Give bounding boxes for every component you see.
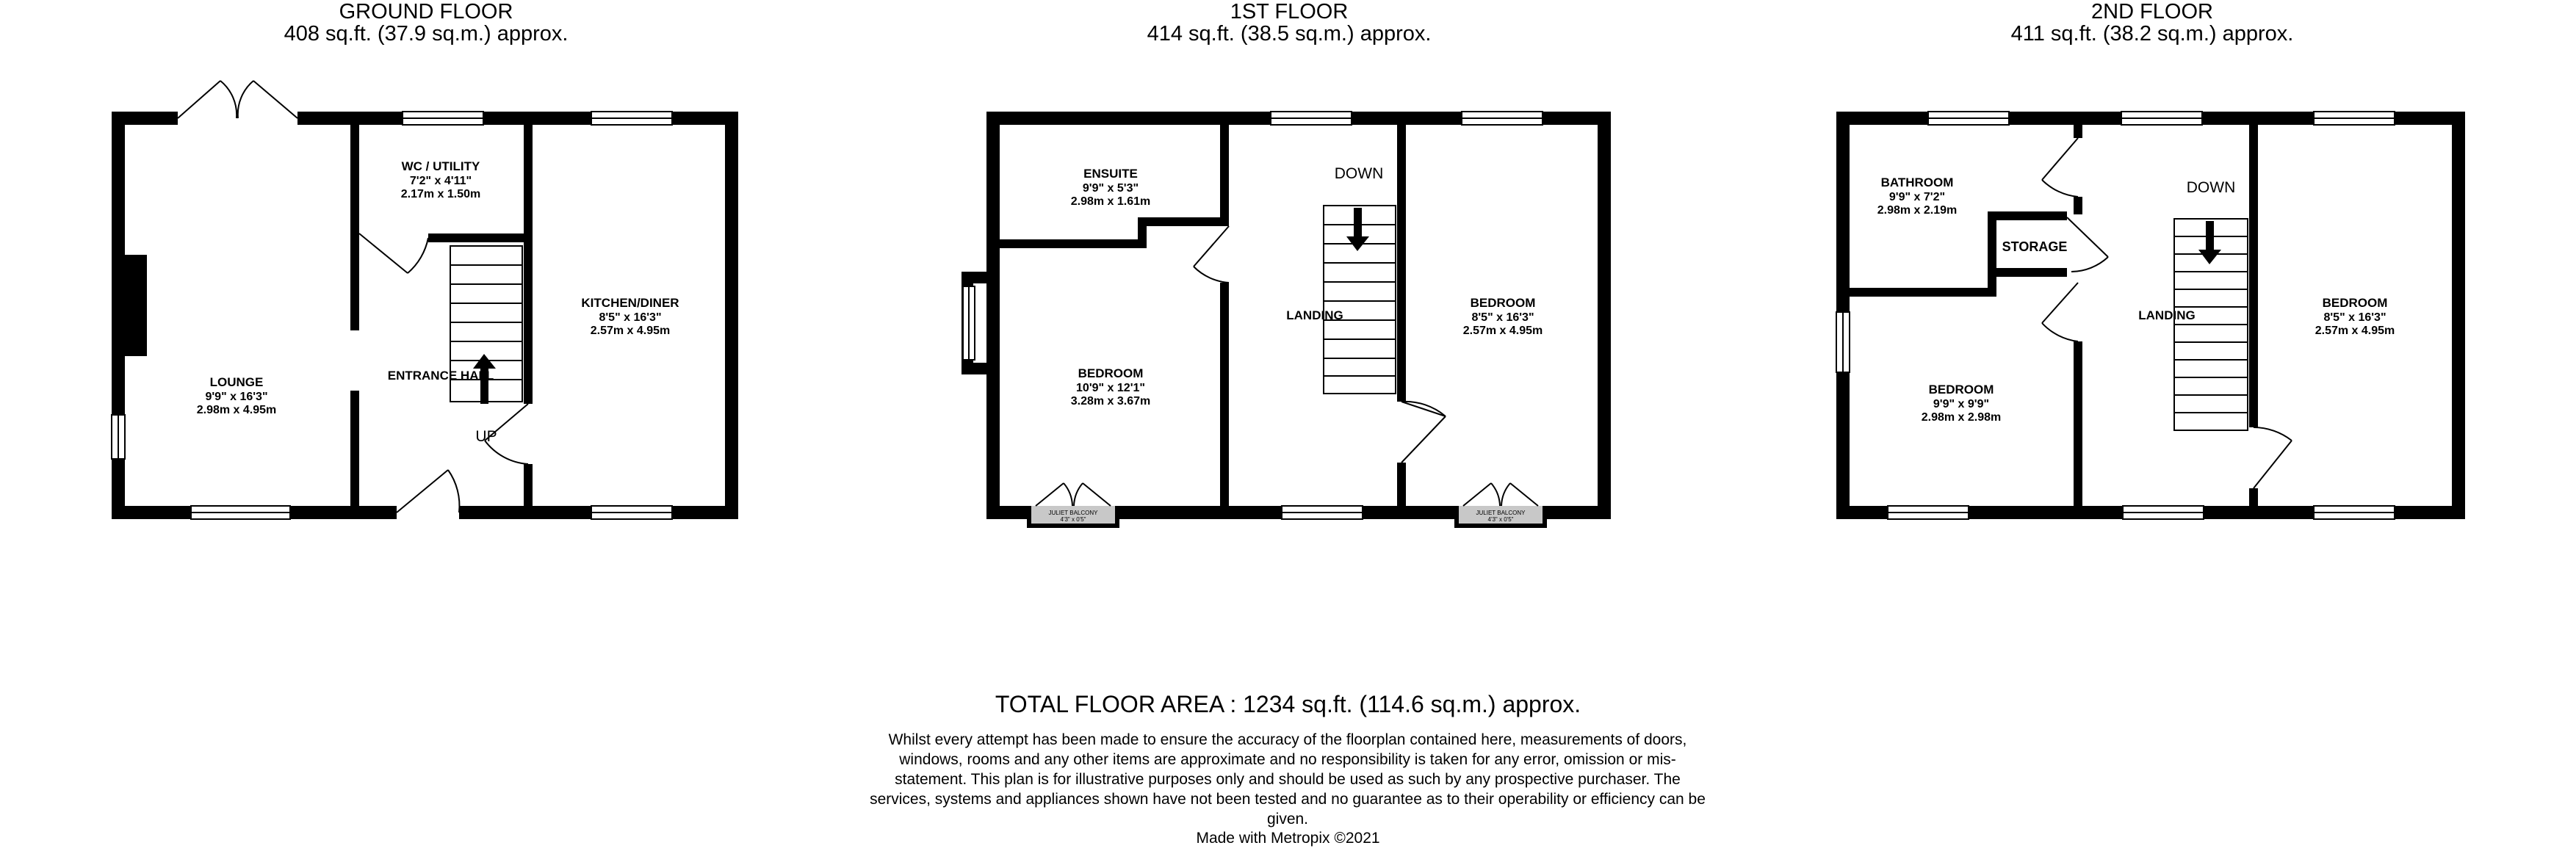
first-bedroom-left-label: BEDROOM (1078, 366, 1144, 380)
second-stairs-down-label: DOWN (2186, 179, 2236, 196)
second-windows (1836, 112, 2395, 519)
bathroom-imperial: 9'9" x 7'2" (1888, 191, 1946, 203)
entrance-hall-label: ENTRANCE HALL (387, 369, 494, 383)
metropix-credit: Made with Metropix ©2021 (1196, 830, 1380, 847)
ground-windows (112, 112, 672, 519)
first-balcony-right-line2: 4'3" x 0'5" (1487, 516, 1514, 523)
second-landing-label: LANDING (2138, 308, 2196, 322)
wc-utility-label: WC / UTILITY (401, 159, 480, 173)
first-balcony-left-line2: 4'3" x 0'5" (1060, 516, 1086, 523)
second-bedroom-left-metric: 2.98m x 2.98m (1921, 411, 2002, 424)
wc-utility-imperial: 7'2" x 4'11" (409, 175, 472, 187)
first-floor-title: 1ST FLOOR (1230, 0, 1349, 23)
total-floor-area: TOTAL FLOOR AREA : 1234 sq.ft. (114.6 sq.m.) approx. (995, 691, 1581, 717)
first-bedroom-left-imperial: 10'9" x 12'1" (1076, 382, 1145, 394)
first-bedroom-right-imperial: 8'5" x 16'3" (1471, 311, 1534, 324)
second-floor-area: 411 sq.ft. (38.2 sq.m.) approx. (2010, 22, 2294, 46)
first-bedroom-right-metric: 2.57m x 4.95m (1462, 325, 1543, 337)
ground-wc-door (359, 233, 428, 273)
ground-french-doors (178, 81, 297, 118)
second-floor-title: 2ND FLOOR (2091, 0, 2213, 23)
first-floor-plan (962, 112, 1611, 528)
ground-front-door (397, 470, 459, 513)
second-floor-plan (1836, 112, 2465, 519)
first-landing-label: LANDING (1286, 308, 1343, 322)
second-bedroom-right-label: BEDROOM (2322, 296, 2388, 310)
ground-floor-plan (112, 81, 738, 519)
disclaimer-text: Whilst every attempt has been made to ensure the accuracy of the floorplan contained here, measurements of doors, windows, rooms and any other items are approximate and no responsibility is taken for any error, omission or mis-statement. This plan is for illustrative purposes only and should be used as such by any prospective purchaser. The services, systems and appliances shown have not been tested and no guarantee as to their operability or efficiency can be given. (870, 731, 1706, 828)
first-balcony-right-line1: JULIET BALCONY (1476, 510, 1526, 516)
kitchen-diner-metric: 2.57m x 4.95m (590, 325, 671, 337)
first-juliet-balcony-left (1027, 483, 1119, 528)
lounge-metric: 2.98m x 4.95m (196, 404, 277, 416)
lounge-label: LOUNGE (209, 375, 264, 389)
bathroom-metric: 2.98m x 2.19m (1877, 204, 1958, 217)
bathroom-label: BATHROOM (1880, 175, 1954, 189)
storage-label: STORAGE (2002, 239, 2068, 254)
second-bedroom-right-imperial: 8'5" x 16'3" (2323, 311, 2386, 324)
ensuite-metric: 2.98m x 1.61m (1070, 195, 1151, 208)
ground-floor-title: GROUND FLOOR (339, 0, 513, 23)
kitchen-diner-label: KITCHEN/DINER (581, 296, 679, 310)
first-juliet-balcony-right (1454, 483, 1547, 528)
lounge-imperial: 9'9" x 16'3" (205, 391, 268, 403)
first-bedroom-left-metric: 3.28m x 3.67m (1070, 395, 1151, 408)
first-stairs-down-label: DOWN (1334, 165, 1384, 182)
kitchen-diner-imperial: 8'5" x 16'3" (599, 311, 662, 324)
ground-floor-area: 408 sq.ft. (37.9 sq.m.) approx. (284, 22, 569, 46)
first-balcony-left-line1: JULIET BALCONY (1048, 510, 1098, 516)
second-bedroom-right-metric: 2.57m x 4.95m (2315, 325, 2395, 337)
ensuite-imperial: 9'9" x 5'3" (1082, 182, 1139, 195)
first-bedroom-right-label: BEDROOM (1470, 296, 1536, 310)
second-bedroom-left-label: BEDROOM (1928, 383, 1994, 396)
ground-stairs-up-label: UP (475, 428, 497, 445)
second-bedroom-left-imperial: 9'9" x 9'9" (1933, 398, 1990, 410)
first-doors (1194, 226, 1446, 463)
wc-utility-metric: 2.17m x 1.50m (400, 188, 481, 200)
first-floor-area: 414 sq.ft. (38.5 sq.m.) approx. (1147, 22, 1432, 46)
ensuite-label: ENSUITE (1083, 167, 1138, 181)
